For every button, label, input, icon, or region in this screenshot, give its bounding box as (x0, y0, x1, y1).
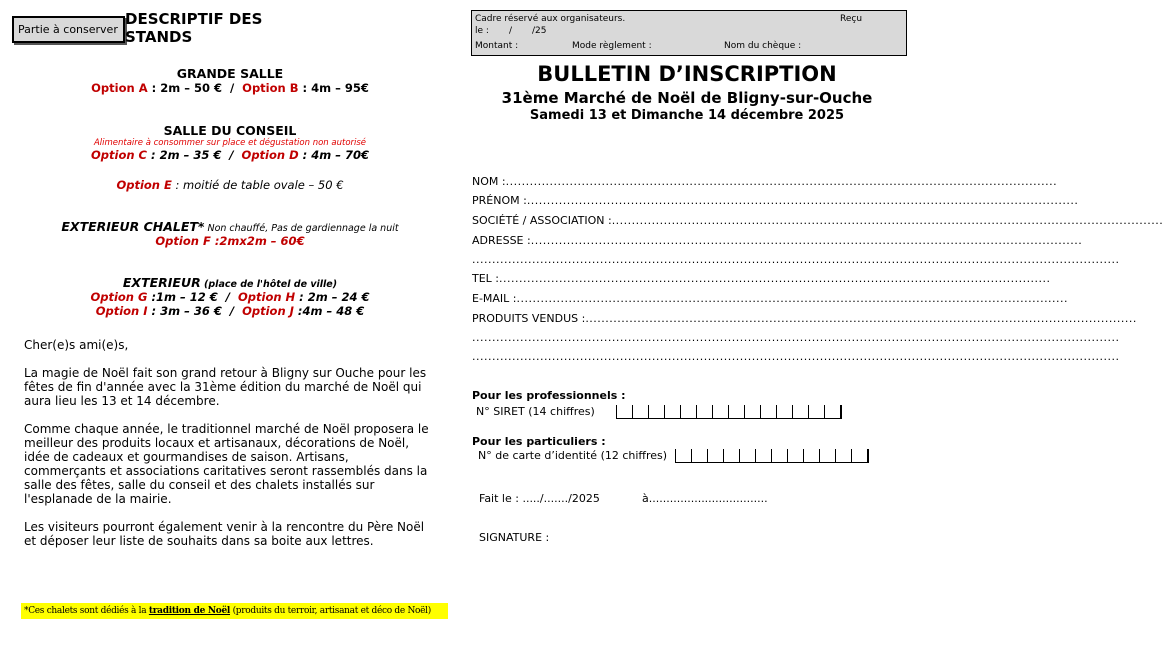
siret-row (476, 405, 842, 419)
separator: / (225, 290, 230, 304)
produits-line-3[interactable] (472, 349, 1120, 364)
chalet-footnote (21, 603, 448, 619)
email-field[interactable] (472, 291, 1069, 306)
produits-line-3-dots: .................................................................................................................................................................. (472, 350, 1120, 363)
org-cheque: Nom du chèque : (724, 41, 802, 51)
prenom-dots: .......................................................................................................................................... (526, 194, 1079, 207)
nom-dots: .......................................................................................................................................... (505, 175, 1058, 188)
exterieur-heading: EXTERIEUR (122, 275, 201, 290)
option-h-value: : 2m – 24 € (295, 290, 370, 304)
separator: / (229, 148, 234, 162)
tel-field[interactable] (472, 271, 1051, 286)
option-b-value: : 4m – 95€ (298, 81, 369, 95)
prenom-label: PRÉNOM : (472, 194, 527, 207)
org-montant: Montant : (475, 41, 519, 51)
letter-paragraph-2: Comme chaque année, le traditionnel marché de Noël proposera le meilleur des produits locaux et artisanaux, décorations de Noël, idée de cadeaux et gourmandises de saison. Artisans, commerçants et associations caritatives seront rassemblés dans la salle des fêtes, salle du conseil et des chalets installés sur l'esplanade de la mairie. (24, 422, 429, 506)
produits-field[interactable] (472, 311, 1137, 326)
footnote-part-c: (produits du terroir, artisanat et déco de Noël) (230, 606, 431, 616)
siret-boxes[interactable] (616, 405, 842, 419)
exterieur-note: (place de l'hôtel de ville) (200, 279, 338, 290)
fait-a[interactable]: à.................................. (642, 492, 768, 505)
produits-dots: .......................................................................................................................................... (585, 312, 1137, 325)
produits-line-2-dots: .................................................................................................................................................................. (472, 331, 1120, 344)
option-j-value: :4m – 48 € (293, 304, 365, 318)
event-dates: Samedi 13 et Dimanche 14 décembre 2025 (529, 108, 845, 123)
tel-dots: .......................................................................................................................................... (499, 272, 1051, 285)
footnote-part-a: *Ces chalets sont dédiés à la (24, 606, 149, 616)
option-d-label: Option D (241, 148, 299, 162)
produits-label: PRODUITS VENDUS : (472, 312, 586, 325)
option-a-label: Option A (91, 81, 148, 95)
footnote-emphasis: tradition de Noël (148, 606, 231, 616)
fait-le[interactable]: Fait le : ...../......./2025 (479, 492, 600, 505)
separator: / (229, 304, 235, 318)
societe-dots: .......................................................................................................................................... (611, 214, 1163, 227)
option-h-label: Option H (238, 290, 296, 304)
cni-label: N° de carte d’identité (12 chiffres) (478, 449, 668, 462)
section-option-e (30, 178, 430, 192)
chalet-heading: EXTERIEUR CHALET* (61, 219, 205, 234)
adresse-line-2[interactable] (472, 252, 1120, 267)
adresse-label: ADRESSE : (472, 234, 531, 247)
option-f-value: :2mx2m – 60€ (210, 234, 305, 248)
signature-label: SIGNATURE : (479, 531, 550, 544)
bulletin-title: BULLETIN D’INSCRIPTION (537, 62, 837, 86)
option-i-value: : 3m – 36 € (147, 304, 222, 318)
chalet-note: Non chauffé, Pas de gardiennage la nuit (204, 223, 399, 234)
letter-text (24, 338, 434, 562)
option-c-value: : 2m – 35 € (146, 148, 222, 162)
option-d-value: : 4m – 70€ (298, 148, 369, 162)
org-recu: Reçu (840, 14, 863, 24)
societe-label: SOCIÉTÉ / ASSOCIATION : (472, 214, 612, 227)
option-a-value: : 2m – 50 € (147, 81, 222, 95)
email-label: E-MAIL : (472, 292, 517, 305)
adresse-line-2-dots: .................................................................................................................................................................. (472, 253, 1120, 266)
letter-paragraph-3: Les visiteurs pourront également venir à la rencontre du Père Noël et déposer leur liste de souhaits dans sa boite aux lettres. (24, 520, 425, 548)
organizer-box (471, 10, 907, 56)
option-g-value: :1m – 12 € (147, 290, 218, 304)
salle-conseil-options (30, 148, 430, 162)
email-dots: .......................................................................................................................................... (516, 292, 1069, 305)
letter-greeting: Cher(e)s ami(e)s, (24, 338, 129, 352)
option-g-label: Option G (90, 290, 148, 304)
cni-row (478, 449, 869, 463)
produits-line-2[interactable] (472, 330, 1120, 345)
salle-conseil-note: Alimentaire à consommer sur place et dégustation non autorisé (93, 138, 367, 148)
adresse-field[interactable] (472, 233, 1083, 248)
section-exterieur (30, 275, 430, 318)
option-e-label: Option E (116, 178, 172, 192)
siret-label: N° SIRET (14 chiffres) (476, 405, 595, 418)
org-slash-2: /25 (532, 26, 547, 36)
keep-part-tag: Partie à conserver (12, 16, 125, 43)
org-reserved: Cadre réservé aux organisateurs. (475, 14, 626, 24)
event-title: 31ème Marché de Noël de Bligny-sur-Ouche (501, 89, 873, 107)
org-slash-1: / (509, 26, 513, 36)
option-c-label: Option C (91, 148, 147, 162)
grande-salle-heading: GRANDE SALLE (176, 66, 284, 81)
pro-label: Pour les professionnels : (472, 389, 626, 402)
section-salle-conseil (30, 123, 430, 162)
option-b-label: Option B (242, 81, 299, 95)
societe-field[interactable] (472, 213, 1163, 228)
section-chalet (30, 219, 430, 248)
tel-label: TEL : (472, 272, 500, 285)
separator: / (229, 81, 235, 95)
part-label: Pour les particuliers : (472, 435, 606, 448)
salle-conseil-heading: SALLE DU CONSEIL (163, 123, 297, 138)
adresse-dots: .......................................................................................................................................... (530, 234, 1083, 247)
prenom-field[interactable] (472, 193, 1079, 208)
option-e-value: : moitié de table ovale – 50 € (171, 178, 344, 192)
stands-title: DESCRIPTIF DES STANDS (125, 10, 263, 46)
grande-salle-options (30, 81, 430, 95)
nom-label: NOM : (472, 175, 506, 188)
org-mode: Mode règlement : (572, 41, 652, 51)
nom-field[interactable] (472, 174, 1058, 189)
option-f-label: Option F (155, 234, 211, 248)
option-i-label: Option I (95, 304, 148, 318)
org-le: le : (475, 26, 489, 36)
option-j-label: Option J (242, 304, 294, 318)
section-grande-salle (30, 66, 430, 95)
cni-boxes[interactable] (675, 449, 869, 463)
letter-paragraph-1: La magie de Noël fait son grand retour à Bligny sur Ouche pour les fêtes de fin d'année avec la 31ème édition du marché de Noël qui aura lieu les 13 et 14 décembre. (24, 366, 427, 408)
